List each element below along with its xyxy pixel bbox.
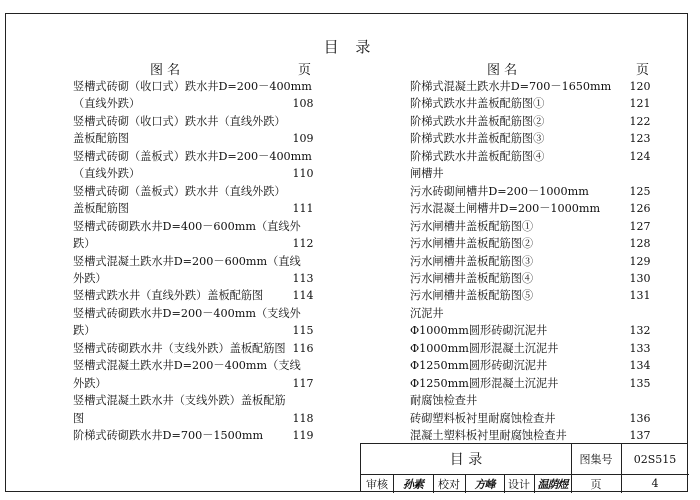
toc-entry-text: 外跌）	[73, 271, 107, 285]
toc-entry-page: 111	[292, 202, 314, 216]
toc-entry-text: 竖槽式砖砌（收口式）跌水井（直线外跌）	[73, 114, 286, 128]
toc-entry-page: 124	[629, 149, 651, 163]
toc-entry-page: 116	[292, 341, 314, 355]
toc-entry-text: 污水砖砌闸槽井D=200－1000mm	[410, 184, 589, 198]
toc-entry-page: 114	[292, 289, 314, 303]
toc-entry-page: 117	[292, 376, 314, 390]
toc-entry-page: 132	[629, 324, 651, 338]
toc-entry-text: 耐腐蚀检查井	[410, 394, 478, 408]
toc-entry-text: 污水闸槽井盖板配筋图②	[410, 237, 534, 251]
toc-entry-text: 竖槽式砖砌跌水井D=400－600mm（直线外	[73, 219, 301, 233]
toc-entry-text: 阶梯式跌水井盖板配筋图④	[410, 149, 545, 163]
atlas-number-label: 图集号	[579, 453, 613, 466]
toc-entry-text: （直线外跌）	[73, 97, 141, 111]
toc-entry-text: 闸槽井	[410, 167, 444, 181]
review-label: 审核	[366, 477, 388, 491]
atlas-number: 02S515	[633, 452, 677, 466]
toc-entry-text: 阶梯式跌水井盖板配筋图①	[410, 97, 545, 111]
toc-entry-text: 盖板配筋图	[73, 202, 129, 216]
toc-entry-page: 109	[292, 132, 314, 146]
title-block-name: 目 录	[449, 452, 483, 468]
toc-entry-text: 污水混凝土闸槽井D=200－1000mm	[410, 202, 601, 216]
toc-entry-page: 110	[292, 167, 314, 181]
design-label: 设计	[508, 477, 530, 491]
toc-entry-text: 污水闸槽井盖板配筋图⑤	[410, 289, 534, 303]
toc-entry-page: 119	[292, 429, 314, 442]
toc-entry-text: 沉泥井	[410, 306, 444, 320]
right-page-header: 页	[636, 63, 650, 78]
toc-entry-text: 阶梯式跌水井盖板配筋图②	[410, 114, 545, 128]
toc-entry-page: 118	[292, 411, 314, 425]
toc-entry-page: 125	[629, 184, 651, 198]
page-label: 页	[590, 477, 602, 491]
toc-entry-text: Φ1000mm圆形混凝土沉泥井	[410, 341, 559, 355]
toc-entry-page: 113	[292, 271, 314, 285]
left-name-header: 图 名	[150, 63, 181, 78]
toc-entry-text: 污水闸槽井盖板配筋图④	[410, 271, 534, 285]
toc-entry-page: 120	[629, 80, 651, 93]
toc-entry-text: Φ1250mm圆形砖砌沉泥井	[410, 359, 548, 373]
toc-entry-text: 竖槽式砖砌跌水井（支线外跌）盖板配筋图	[73, 341, 286, 355]
check-signature: 方峰	[474, 477, 495, 491]
toc-entry-text: 跌）	[73, 237, 96, 251]
page-title: 目 录	[323, 38, 377, 56]
toc-entry-page: 127	[629, 219, 651, 233]
toc-entry-page: 126	[629, 202, 651, 216]
toc-entry-text: 外跌）	[73, 376, 107, 390]
toc-entry-text: 阶梯式砖砌跌水井D=700－1500mm	[73, 429, 264, 442]
toc-entry-text: 竖槽式砖砌跌水井D=200－400mm（支线外	[73, 306, 301, 320]
toc-entry-text: 盖板配筋图	[73, 132, 129, 146]
toc-entry-page: 122	[629, 114, 651, 128]
toc-entry-page: 123	[629, 132, 651, 146]
toc-entry-page: 137	[629, 429, 651, 442]
toc-entry-page: 133	[629, 341, 651, 355]
toc-entry-page: 121	[629, 97, 651, 111]
page-number: 4	[651, 477, 659, 490]
toc-entry-text: 竖槽式混凝土跌水井（支线外跌）盖板配筋	[73, 394, 286, 408]
toc-entry-text: 图	[73, 411, 85, 425]
toc-entry-text: 污水闸槽井盖板配筋图①	[410, 219, 534, 233]
toc-entry-text: 跌）	[73, 324, 96, 338]
toc-entry-text: 竖槽式跌水井（直线外跌）盖板配筋图	[73, 289, 264, 303]
toc-entry-page: 112	[292, 237, 314, 251]
toc-entry-text: 阶梯式混凝土跌水井D=700－1650mm	[410, 80, 612, 93]
toc-entry-text: Φ1000mm圆形砖砌沉泥井	[410, 324, 548, 338]
design-signature: 温荫煜	[537, 477, 568, 491]
toc-entry-text: 竖槽式砖砌（盖板式）跌水井（直线外跌）	[73, 184, 286, 198]
toc-entry-page: 130	[629, 271, 651, 285]
toc-entry-page: 115	[292, 324, 314, 338]
left-page-header: 页	[298, 63, 312, 78]
toc-entry-page: 108	[292, 97, 314, 111]
toc-entry-text: 竖槽式砖砌（收口式）跌水井D=200－400mm	[73, 80, 312, 93]
check-label: 校对	[438, 477, 460, 491]
toc-entry-text: 阶梯式跌水井盖板配筋图③	[410, 132, 545, 146]
toc-entry-text: 竖槽式混凝土跌水井D=200－400mm（支线	[73, 359, 301, 373]
review-signature: 孙素	[403, 477, 423, 491]
toc-entry-page: 129	[629, 254, 651, 268]
toc-entry-text: 竖槽式砖砌（盖板式）跌水井D=200－400mm	[73, 149, 312, 163]
right-name-header: 图 名	[487, 63, 518, 78]
toc-entry-page: 135	[629, 376, 651, 390]
toc-entry-page: 131	[629, 289, 651, 303]
toc-entry-text: 竖槽式混凝土跌水井D=200－600mm（直线	[73, 254, 301, 268]
toc-entry-text: （直线外跌）	[73, 167, 141, 181]
toc-entry-page: 128	[629, 237, 651, 251]
title-block	[360, 443, 688, 492]
toc-entry-page: 136	[629, 411, 651, 425]
toc-entry-text: Φ1250mm圆形混凝土沉泥井	[410, 376, 559, 390]
toc-entry-text: 污水闸槽井盖板配筋图③	[410, 254, 534, 268]
toc-entry-text: 砖砌塑料板衬里耐腐蚀检查井	[410, 411, 556, 425]
toc-entry-text: 混凝土塑料板衬里耐腐蚀检查井	[410, 429, 567, 442]
toc-entry-page: 134	[629, 359, 651, 373]
